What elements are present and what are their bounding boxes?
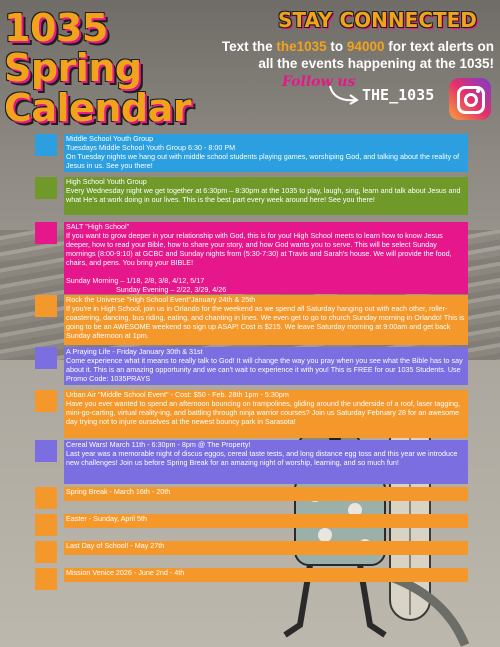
event-text: Every Wednesday night we get together at 6:30pm – 8:30pm at the 1035 to play, laugh, sing, learn and talk about Jesus and what He's at work doing in our lives. This is the best part every week around here! See you there!: [66, 186, 461, 204]
event-color-square: [35, 295, 57, 317]
event-box: [64, 295, 468, 345]
event-text: Last year was a memorable night of discus eggos, cereal taste tests, and long distance egg toss and this year we introduce new challenges! Join us before Spring Break for an amazing night of worship, learning, and so much fun!: [66, 449, 458, 467]
event-box: [64, 440, 468, 484]
event-color-square: [35, 347, 57, 369]
event-text: Sunday Morning – 1/18, 2/8, 3/8, 4/12, 5/17: [66, 276, 205, 285]
event-box: [64, 541, 468, 555]
title-line-1: 1035: [4, 6, 108, 50]
event-color-square: [35, 134, 57, 156]
title-line-2: Spring: [4, 46, 142, 90]
event-text: On Tuesday nights we hang out with middle school students playing games, worshiping God, and talking about the reality of Jesus in us. See you there!: [66, 152, 460, 170]
event-title: Spring Break - March 16th - 20th: [66, 487, 171, 496]
event-box: [64, 347, 468, 385]
text-alert-line-2: all the events happening at the 1035!: [258, 56, 494, 71]
event-title: High School Youth Group: [66, 177, 147, 186]
title-line-3: Calendar: [4, 86, 191, 130]
event-title: Middle School Youth Group: [66, 134, 154, 143]
event-text: If you want to grow deeper in your relationship with God, this is for you! High School meets to learn how to know Jesus deeper, how to read your Bible, how to share your story, and how God wants you to serve. This will be select Sunday mornings (8:00-9:10) at GCBC and Sunday nights from (5:30-7:30) at Travis and Sarah's house. We will provide the food, chairs, and pens. You bring your BIBLE!: [66, 231, 452, 267]
event-box: [64, 390, 468, 438]
event-title: Easter - Sunday, April 5th: [66, 514, 147, 523]
event-box: [64, 487, 468, 501]
keyword: the1035: [276, 39, 327, 54]
event-box: [64, 514, 468, 528]
event-color-square: [35, 390, 57, 412]
text-suffix: for text alerts on: [384, 39, 494, 54]
event-text: Have you ever wanted to spend an afternoon bouncing on trampolines, gliding around the underside of a roof, laser tagging, mini-go-carting, virtual reality-ing, and battling through ninja warrior courses? Join us Saturday February 28 for an awesome day trying not to injure ourselves at the newest bouncy park in Sarasota!: [66, 399, 460, 426]
event-box: [64, 222, 468, 294]
event-text: Sunday Evening – 2/22, 3/29, 4/26: [116, 285, 227, 294]
event-color-square: [35, 440, 57, 462]
event-color-square: [35, 541, 57, 563]
event-title: Mission Venice 2026 - June 2nd - 4th: [66, 568, 185, 577]
follow-us-label: Follow us: [282, 74, 356, 90]
event-title: Urban Air "Middle School Event" - Cost: $50 - Feb. 28th 1pm - 5:30pm: [66, 390, 289, 399]
event-color-square: [35, 568, 57, 590]
sms-number: 94000: [346, 39, 385, 54]
event-text: If you're in High School, join us in Orlando for the weekend as we spend all Saturday hanging out with each other, roller-coastering, dancing, bus riding, eating, and chanting in lines. We even get to go to church Sunday morning in Orlando! This is going to be an AWESOME weekend so sign up ASAP! Cost is $215. We leave Saturday morning at 9:00am and get back Sunday afternoon at 1pm.: [66, 304, 465, 340]
instagram-icon[interactable]: [449, 78, 491, 120]
event-box: [64, 134, 468, 172]
curved-arrow-icon: [328, 84, 360, 106]
event-color-square: [35, 177, 57, 199]
event-title: SALT "High School": [66, 222, 130, 231]
event-text: Tuesdays Middle School Youth Group 6:30 - 8:00 PM: [66, 143, 236, 152]
event-box: [64, 568, 468, 582]
event-title: Cereal Wars! March 11th - 6:30pm - 8pm @ The Property!: [66, 440, 251, 449]
text-prefix: Text the: [221, 39, 277, 54]
event-color-square: [35, 487, 57, 509]
text-to: to: [326, 39, 347, 54]
event-color-square: [35, 514, 57, 536]
stay-connected-heading: STAY CONNECTED: [278, 8, 477, 32]
event-text: Come experience what it means to really talk to God! It will change the way you pray when you see what the Bible has to say about it. This is an amazing opportunity and we can't wait to experience it with you! This is FREE for our 1035 Students. Use Promo Code: 1035PRAYS: [66, 356, 463, 383]
event-color-square: [35, 222, 57, 244]
event-title: A Praying Life - Friday January 30th & 31st: [66, 347, 203, 356]
text-alert-line-1: [164, 38, 494, 55]
event-box: [64, 177, 468, 215]
instagram-handle[interactable]: THE_1035: [362, 86, 435, 104]
event-title: Last Day of School! - May 27th: [66, 541, 165, 550]
event-text: [66, 267, 466, 276]
event-title: Rock the Universe "High School Event"January 24th & 25th: [66, 295, 256, 304]
